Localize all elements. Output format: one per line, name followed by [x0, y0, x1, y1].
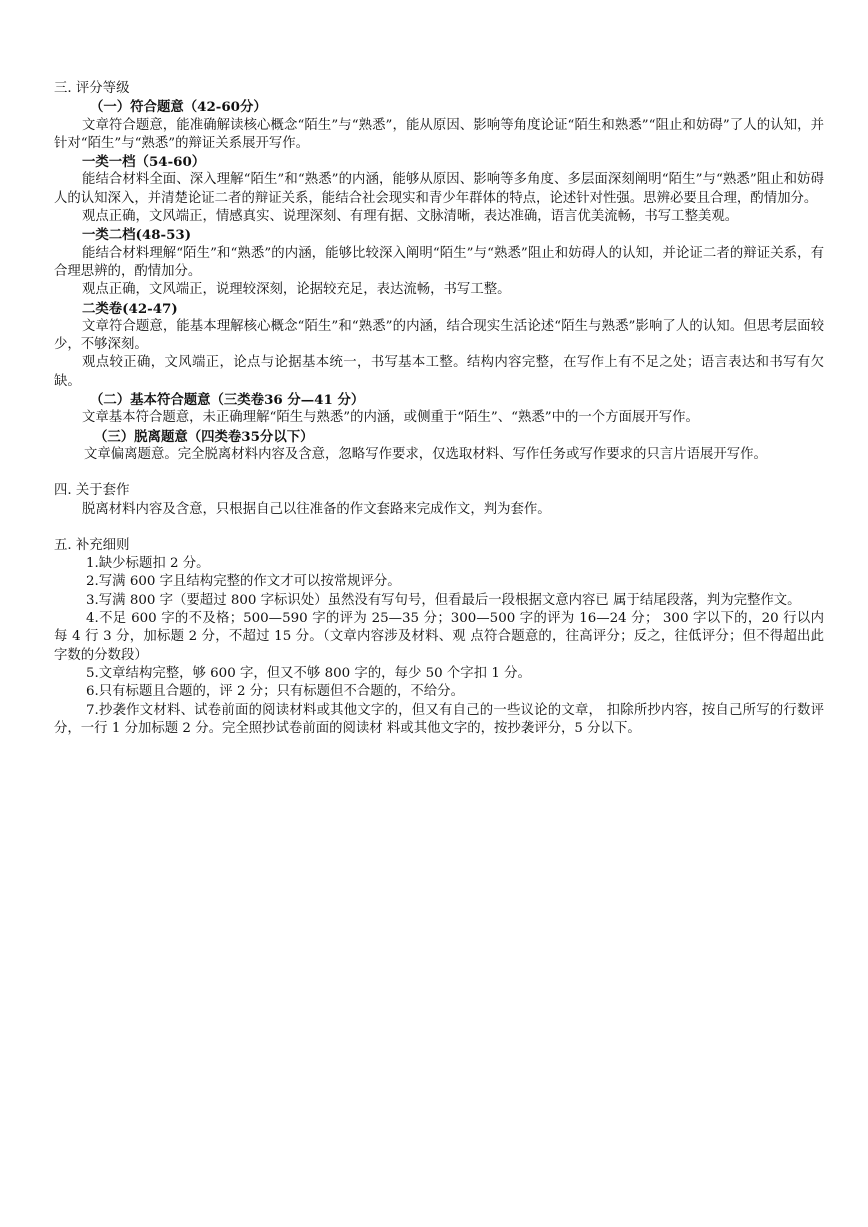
section-3-sub1-intro: 文章符合题意，能准确解读核心概念“陌生”与“熟悉”，能从原因、影响等角度论证“陌生和熟悉”“阻止和妨碍”了人的认知，并针对“陌生”与“熟悉”的辩证关系展开写作。 — [54, 117, 824, 151]
rule-item-2: 2.写满 600 字且结构完整的作文才可以按常规评分。 — [86, 574, 401, 590]
document-page — [54, 80, 824, 738]
spacer — [54, 519, 824, 537]
tier3-title: 二类卷(42-47) — [82, 300, 178, 317]
rule-item-7: 7.抄袭作文材料、试卷前面的阅读材料或其他文字的，但又有自己的一些议论的文章， 扣除所抄内容，按自己所写的行数评分，一行 1 分加标题 2 分。完全照抄试卷前面的阅读材 料或其他文字的，按抄袭评分，5 分以下。 — [54, 702, 824, 736]
section-4-paragraph: 脱离材料内容及含意，只根据自己以往准备的作文套路来完成作文，判为套作。 — [82, 501, 551, 517]
tier2-paragraph-1: 能结合材料理解“陌生”和“熟悉”的内涵，能够比较深入阐明“陌生”与“熟悉”阻止和妨碍人的认知，并论证二者的辩证关系，有合理思辨的，酌情加分。 — [54, 245, 824, 279]
rule-item-1: 1.缺少标题扣 2 分。 — [86, 556, 210, 572]
section-3-sub1-title: （一）符合题意（42-60分） — [90, 99, 267, 116]
tier3-paragraph-2: 观点较正确，文风端正，论点与论据基本统一，书写基本工整。结构内容完整，在写作上有不足之处；语言表达和书写有欠缺。 — [54, 355, 824, 389]
section-3-sub3-title: （三）脱离题意（四类卷35分以下） — [94, 428, 314, 445]
section-3-sub3-paragraph: 文章偏离题意。完全脱离材料内容及含意，忽略写作要求，仅选取材料、写作任务或写作要求的只言片语展开写作。 — [84, 446, 767, 462]
section-4-title: 四. 关于套作 — [54, 483, 130, 499]
tier2-paragraph-2: 观点正确，文风端正，说理较深刻，论据较充足，表达流畅，书写工整。 — [82, 282, 511, 298]
tier3-paragraph-1: 文章符合题意，能基本理解核心概念“陌生”和“熟悉”的内涵，结合现实生活论述“陌生与熟悉”影响了人的认知。但思考层面较少，不够深刻。 — [54, 318, 824, 353]
section-3-sub2-title: （二）基本符合题意（三类卷36 分—41 分） — [90, 392, 365, 409]
tier1-title: 一类一档（54-60） — [82, 154, 206, 171]
rule-item-3: 3.写满 800 字（要超过 800 字标识处）虽然没有写句号，但看最后一段根据文意内容已 属于结尾段落，判为完整作文。 — [86, 592, 801, 608]
section-3-title: 三. 评分等级 — [54, 81, 130, 96]
rule-item-6: 6.只有标题且合题的，评 2 分；只有标题但不合题的，不给分。 — [86, 684, 464, 700]
section-3-sub2-paragraph: 文章基本符合题意，未正确理解“陌生与熟悉”的内涵，或侧重于“陌生”、“熟悉”中的一个方面展开写作。 — [82, 410, 699, 426]
tier2-title: 一类二档(48-53) — [82, 227, 192, 244]
rule-item-5: 5.文章结构完整，够 600 字，但又不够 800 字的，每少 50 个字扣 1 分。 — [86, 665, 531, 681]
section-5-title: 五. 补充细则 — [54, 537, 130, 553]
tier1-paragraph-2: 观点正确，文风端正，情感真实、说理深刻、有理有据、文脉清晰，表达准确，语言优美流畅，书写工整美观。 — [82, 209, 739, 225]
rule-item-4: 4.不足 600 字的不及格；500—590 字的评为 25—35 分；300—500 字的评为 16—24 分； 300 字以下的，20 行以内每 4 行 3 分，加标题 2 分，不超过 15 分。（文章内容涉及材料、观 点符合题意的，往高评分；反之，往低评分；但不得超出此字数的分数段） — [54, 611, 824, 663]
tier1-paragraph-1: 能结合材料全面、深入理解“陌生”和“熟悉”的内涵，能够从原因、影响等多角度、多层面深刻阐明“陌生”与“熟悉”阻止和妨碍人的认知深入，并清楚论证二者的辩证关系，能结合社会现实和青少年群体的特点，论述针对性强。思辨必要且合理，酌情加分。 — [54, 172, 824, 206]
spacer — [54, 464, 824, 482]
